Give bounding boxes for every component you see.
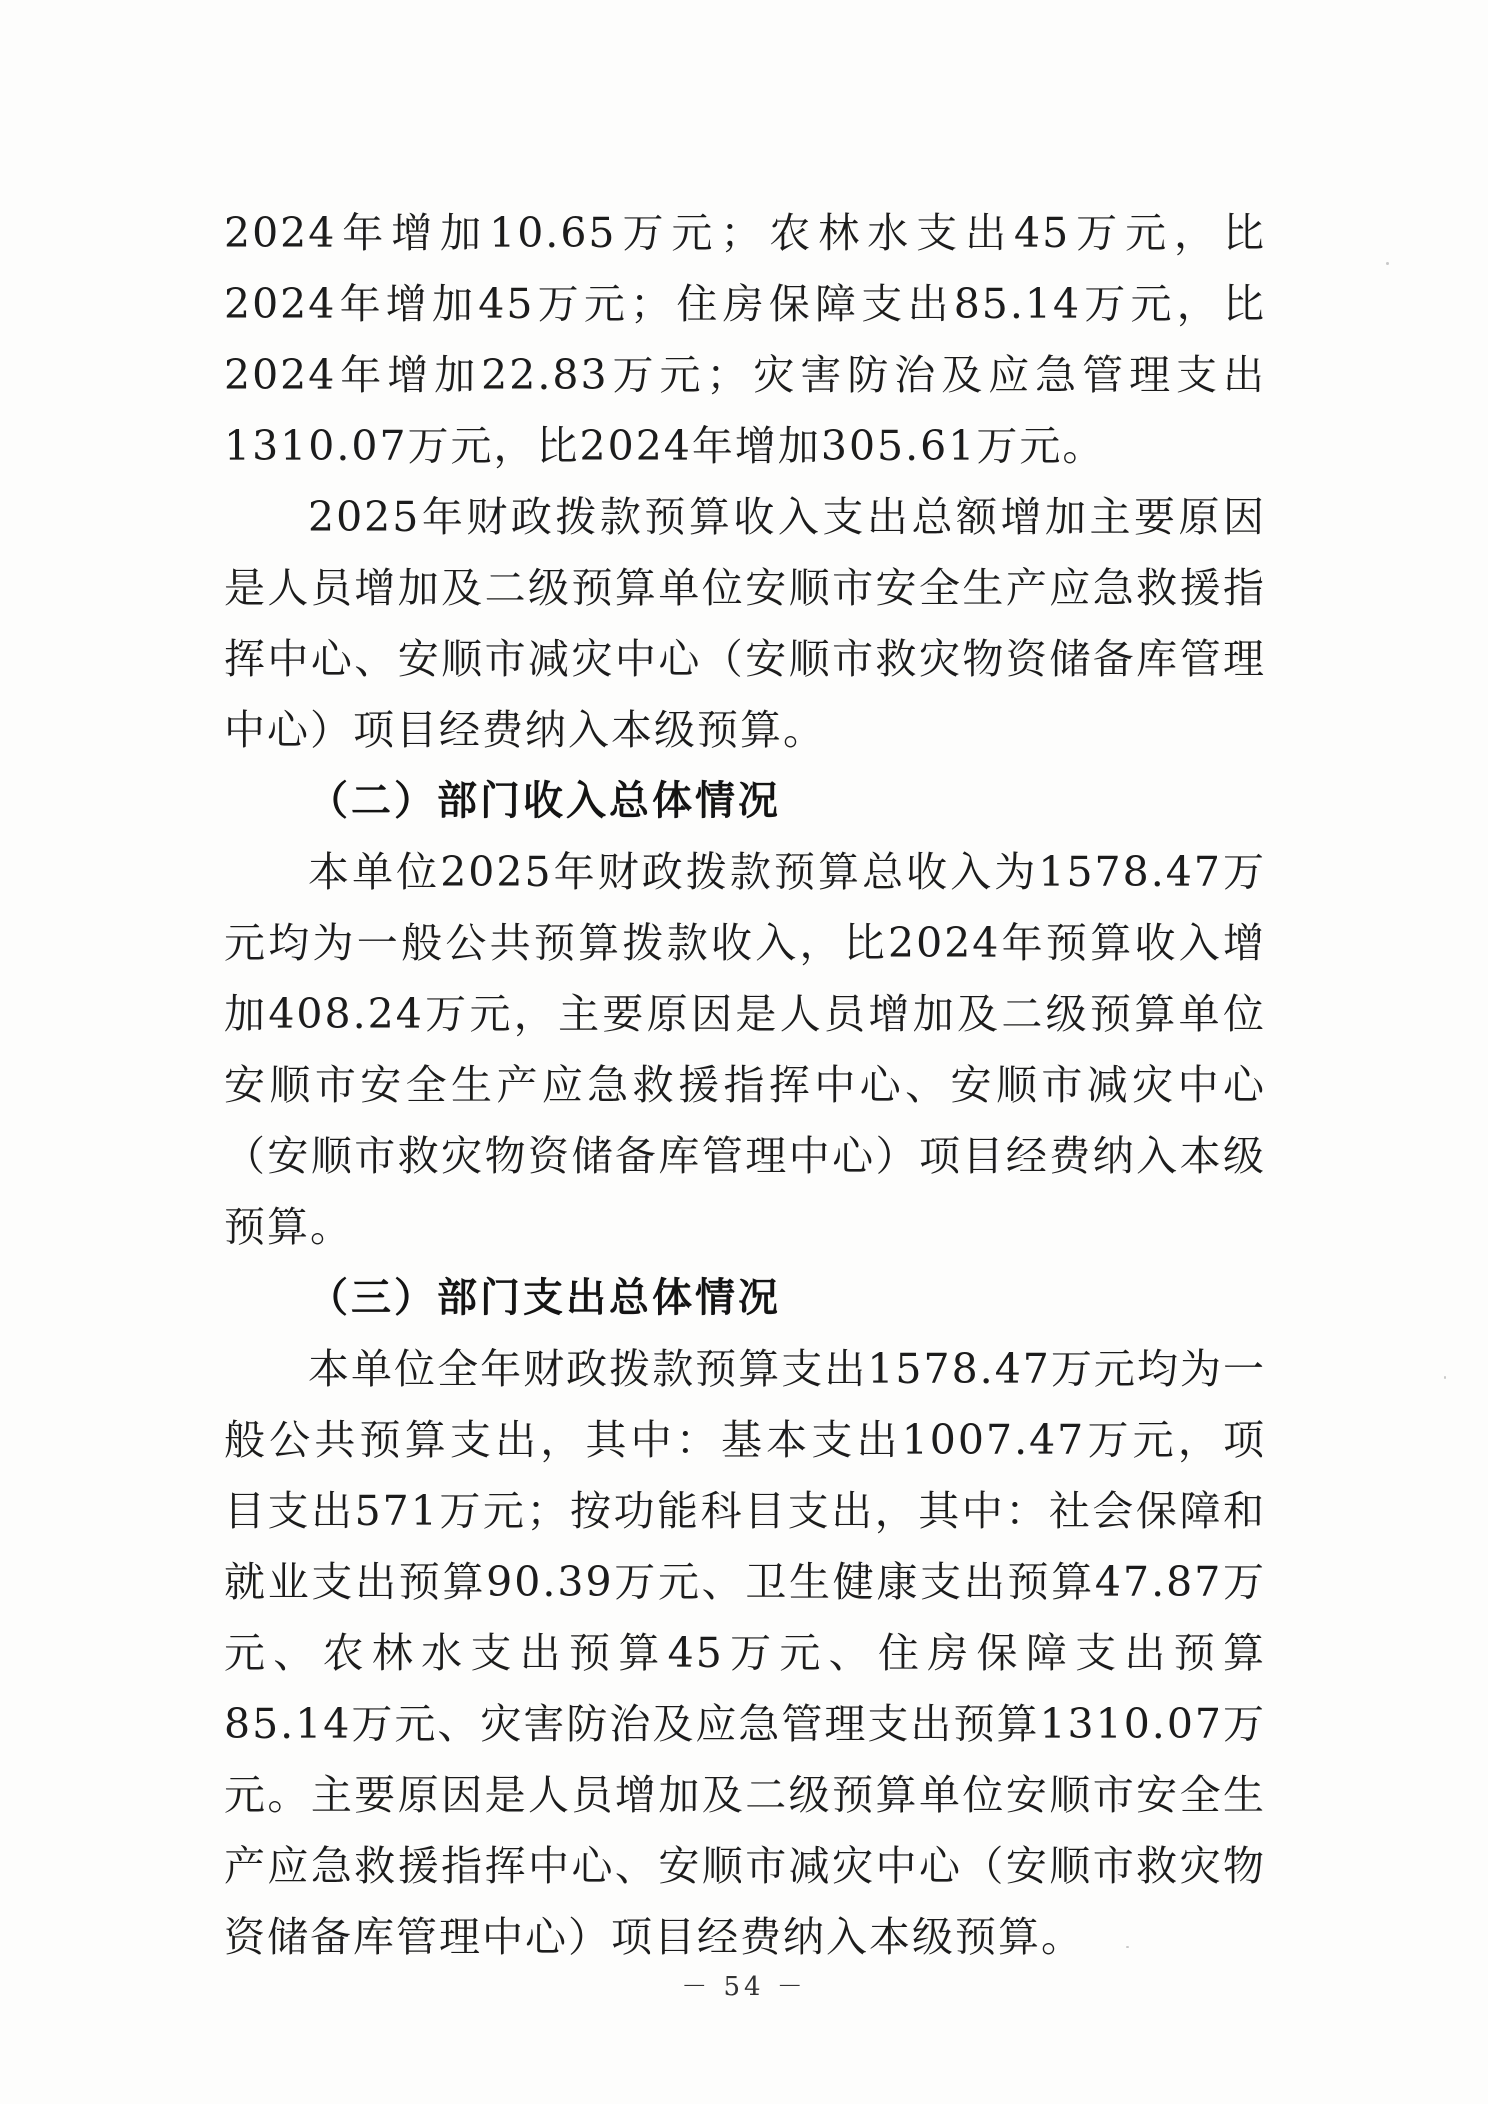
section-heading-income: （二）部门收入总体情况 — [308, 778, 781, 824]
document-body — [224, 198, 1266, 1973]
scan-speck — [1386, 262, 1389, 265]
paragraph-expenditure-overview: 本单位全年财政拨款预算支出1578.47万元均为一般公共预算支出，其中：基本支出1007.47万元，项目支出571万元；按功能科目支出，其中：社会保障和就业支出预算90.39万元、卫生健康支出预算47.87万元、农林水支出预算45万元、住房保障支出预算85.14万元、灾害防治及应急管理支出预算1310.07万元。主要原因是人员增加及二级预算单位安顺市安全生产应急救援指挥中心、安顺市减灾中心（安顺市救灾物资储备库管理中心）项目经费纳入本级预算。 — [224, 1345, 1266, 1961]
section-heading-expenditure: （三）部门支出总体情况 — [308, 1275, 781, 1321]
scan-speck — [1444, 1376, 1446, 1379]
scan-speck — [1126, 1946, 1129, 1948]
paragraph-income-overview: 本单位2025年财政拨款预算总收入为1578.47万元均为一般公共预算拨款收入，比2024年预算收入增加408.24万元，主要原因是人员增加及二级预算单位安顺市安全生产应急救援指挥中心、安顺市减灾中心（安顺市救灾物资储备库管理中心）项目经费纳入本级预算。 — [224, 848, 1266, 1251]
page-number: － 54 － — [681, 1972, 807, 2002]
paragraph-expenditure-comparison: 2024年增加10.65万元；农林水支出45万元，比2024年增加45万元；住房保障支出85.14万元，比2024年增加22.83万元；灾害防治及应急管理支出1310.07万元，比2024年增加305.61万元。 — [224, 209, 1266, 470]
paragraph-increase-reason: 2025年财政拨款预算收入支出总额增加主要原因是人员增加及二级预算单位安顺市安全生产应急救援指挥中心、安顺市减灾中心（安顺市救灾物资储备库管理中心）项目经费纳入本级预算。 — [224, 493, 1266, 754]
